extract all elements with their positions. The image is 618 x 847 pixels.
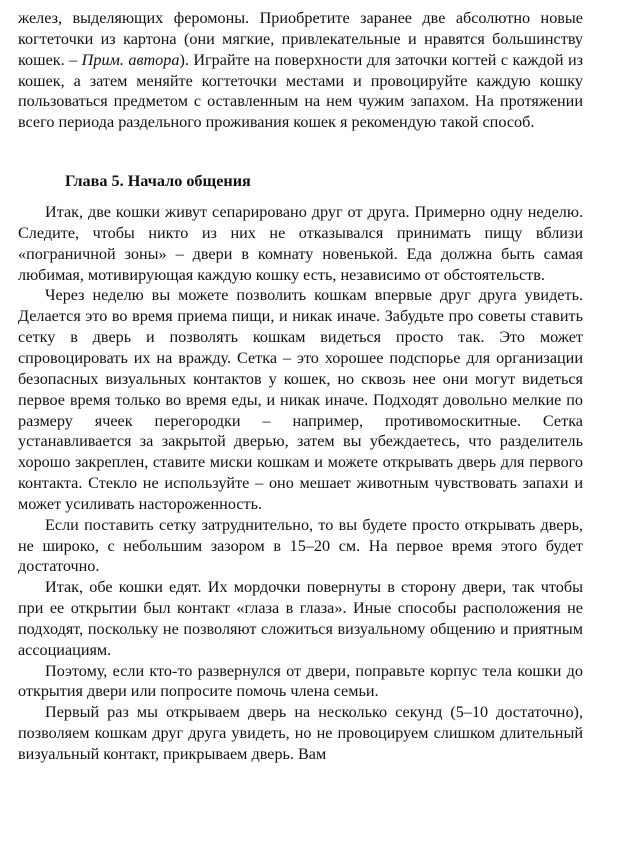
intro-text-end: ). Играйте на поверхности для заточки когтей с каждой из кошек, а затем меняйте когтеточки местами и провоцируйте каждую кошку пользоваться предметом с оставленным на нем чужим запахом. На протяжении всего периода раздельного проживания кошек я рекомендую такой способ.: [18, 50, 583, 132]
paragraph-1: Итак, две кошки живут сепарировано друг от друга. Примерно одну неделю. Следите, чтобы никто из них не отказывался принимать пищу вблизи «пограничной зоны» – двери в комнату новенькой. Еда должна быть самая любимая, мотивирующая каждую кошку есть, независимо от обстоятельств.: [18, 203, 583, 284]
chapter-title: Глава 5. Начало общения: [65, 172, 251, 191]
paragraph-6: Первый раз мы открываем дверь на несколько секунд (5–10 достаточно), позволяем кошкам друг друга увидеть, но не провоцируем слишком длительный визуальный контакт, прикрываем дверь. Вам: [18, 703, 583, 763]
paragraph-3: Если поставить сетку затруднительно, то вы будете просто открывать дверь, не широко, с небольшим зазором в 15–20 см. На первое время этого будет достаточно.: [18, 515, 583, 576]
book-page: [18, 8, 583, 765]
intro-paragraph: [18, 8, 583, 133]
author-note: Прим. автора: [81, 50, 180, 69]
paragraph-4: Итак, обе кошки едят. Их мордочки повернуты в сторону двери, так чтобы при ее открытии был контакт «глаза в глаза». Иные способы расположения не подходят, поскольку не позволяют сложиться визуальному общению и приятным ассоциациям.: [18, 578, 583, 659]
paragraph-5: Поэтому, если кто-то развернулся от двери, поправьте корпус тела кошки до открытия двери или попросите помочь члена семьи.: [18, 661, 583, 701]
paragraph-2: Через неделю вы можете позволить кошкам впервые друг друга увидеть. Делается это во время приема пищи, и никак иначе. Забудьте про советы ставить сетку в дверь и позволять кошкам видеться просто так. Это может спровоцировать их на вражду. Сетка – это хорошее подспорье для организации безопасных визуальных контактов у кошек, но сквозь нее они могут видеться первое время только во время еды, и никак иначе. Подходят довольно мелкие по размеру ячеек перегородки – например, противомоскитные. Сетка устанавливается за закрытой дверью, затем вы убеждаетесь, что разделитель хорошо закреплен, ставите миски кошкам и можете открывать дверь для первого контакта. Стекло не используйте – оно мешает животным чувствовать запахи и может усиливать настороженность.: [18, 286, 583, 513]
intro-text-start: желез, выделяющих феромоны. Приобретите заранее две абсолютно новые когтеточки из картона (они мягкие, привлекательные и нравятся большинству кошек. –: [18, 9, 583, 69]
